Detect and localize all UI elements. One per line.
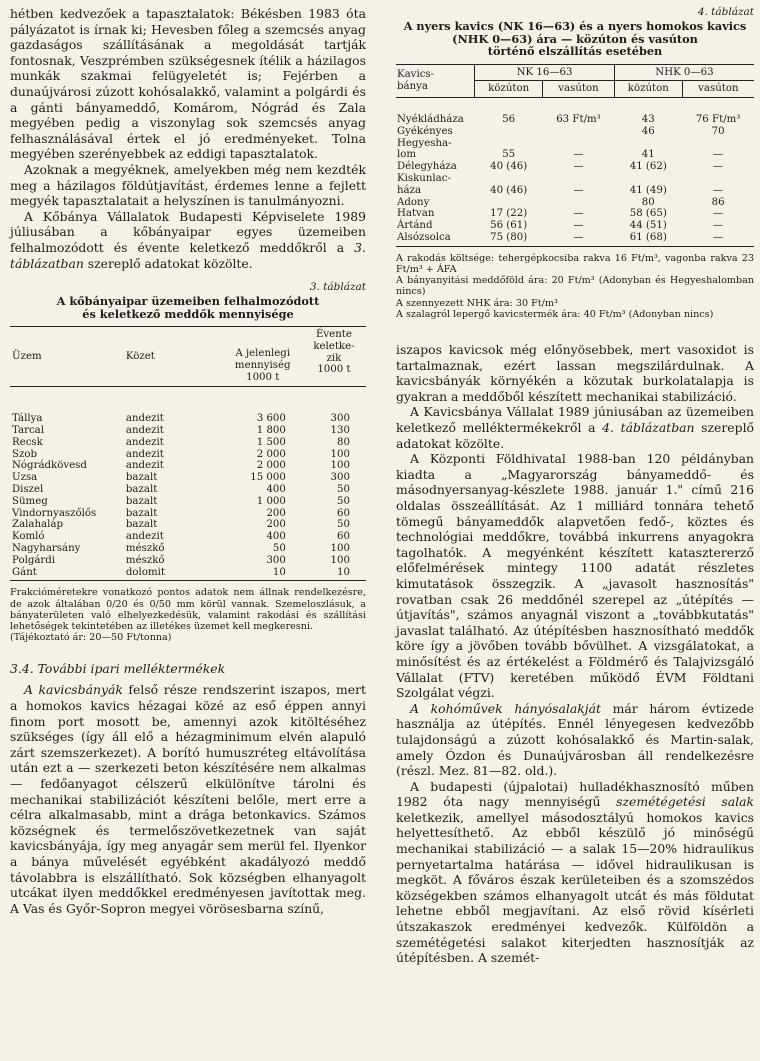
table-cell-nhk_v: —	[713, 220, 724, 232]
table-cell-kozet: andezit	[125, 448, 164, 460]
table-row	[10, 413, 366, 425]
table-cell-jelenlegi: 2 000	[256, 460, 286, 472]
table-cell-nhk_k: 46	[641, 125, 655, 137]
table-cell-nhk_v: 76 Ft/m³	[695, 114, 741, 126]
header-line: mennyiség	[234, 359, 291, 371]
text-run: szereplő adatokat közölte.	[83, 255, 253, 271]
table-cell-nk_v: —	[573, 149, 584, 161]
column-header: közúton	[614, 81, 682, 98]
table-cell-evente: 50	[337, 495, 350, 507]
table-cell-name: Alsózsolca	[397, 232, 451, 244]
column-header: Közet	[125, 350, 155, 362]
table-cell-nk_v	[543, 173, 615, 185]
table-title-line: (NHK 0—63) ára — közúton és vasúton	[452, 31, 698, 46]
table-note: (Tájékoztató ár: 20—50 Ft/tonna)	[10, 632, 172, 644]
table-cell-name: Nyékládháza	[397, 114, 464, 126]
table-note: A szalagról lepergő kavicstermék ára: 40 Ft/m³ (Adonyban nincs)	[396, 308, 714, 320]
table-cell-uzem: Diszel	[12, 484, 44, 496]
table-cell-nhk_k	[614, 138, 682, 150]
column-header: vasúton	[543, 81, 615, 98]
header-line: Évente	[315, 329, 352, 341]
table-cell-jelenlegi: 1 500	[256, 436, 286, 448]
table-cell-nhk_v: —	[713, 232, 724, 244]
table-cell-nk_k: 17 (22)	[490, 208, 528, 220]
table-row	[10, 543, 366, 555]
table-cell-name: háza	[397, 184, 422, 196]
table-cell-kozet: bazalt	[125, 484, 158, 496]
table-row	[10, 567, 366, 579]
table-cell-nhk_k: 41 (62)	[629, 161, 667, 173]
table-cell-evente: 130	[330, 425, 350, 437]
table-title-line: és keletkező meddők mennyisége	[82, 306, 294, 321]
table-cell-jelenlegi: 1 800	[256, 425, 286, 437]
table-cell-nk_k	[475, 197, 543, 209]
table-cell-evente: 100	[330, 460, 350, 472]
table-cell-name: Kiskunlac-	[397, 173, 451, 185]
table-cell-nk_v	[543, 197, 615, 209]
table-cell-nhk_v: —	[713, 184, 724, 196]
text-run: A Kőbánya Vállalatok Budapesti Képviselete 1989 júliusában a kőbányaipar egyes üzemeiben felhalmozódott és évente keletkező meddőkről a	[10, 208, 366, 255]
table-cell-nhk_k: 44 (51)	[629, 220, 667, 232]
table-cell-nk_k	[475, 126, 543, 138]
column-header	[396, 64, 475, 98]
table-cell-jelenlegi: 2 000	[256, 448, 286, 460]
table-cell-evente: 300	[330, 472, 350, 484]
table-cell-uzem: Uzsa	[12, 472, 38, 484]
table-notes	[10, 587, 366, 643]
table-cell-evente: 300	[330, 413, 350, 425]
table-cell-kozet: andezit	[125, 425, 164, 437]
table-cell-uzem: Gánt	[12, 566, 37, 578]
table-row	[10, 531, 366, 543]
table-cell-nhk_v: 86	[711, 196, 725, 208]
table-cell-nk_v	[543, 126, 615, 138]
table-cell-name: Hatvan	[397, 208, 435, 220]
paragraph: Azoknak a megyéknek, amelyekben még nem kezdték meg a házilagos földútjavítást, érdemes lenne a fejlett megyék tapasztalatait a helyszínen is tanulmányozni.	[10, 161, 366, 209]
table-cell-uzem: Szob	[12, 448, 38, 460]
table-4	[396, 6, 754, 320]
paragraph	[10, 682, 366, 916]
table-row	[10, 496, 366, 508]
table-cell-name: lom	[397, 149, 417, 161]
table-reference: 4. táblázatban	[602, 420, 695, 436]
table-cell-nhk_v: 70	[711, 125, 725, 137]
table-row	[396, 161, 754, 173]
table-cell-nk_k: 75 (80)	[490, 232, 528, 244]
table-row	[10, 555, 366, 567]
column-header	[224, 327, 302, 387]
table-row	[10, 425, 366, 437]
left-column	[10, 6, 366, 916]
table-note: A szennyezett NHK ára: 30 Ft/m³	[396, 297, 558, 309]
table-cell-uzem: Tarcal	[12, 425, 44, 437]
table-cell-kozet: bazalt	[125, 495, 158, 507]
table-cell-jelenlegi: 50	[272, 543, 286, 555]
table-cell-evente: 50	[337, 484, 350, 496]
text-run: szereplő adatokat közölte.	[396, 420, 754, 451]
table-note: Frakcióméretekre vonatkozó pontos adatok nem állnak rendelkezésre, de azok általában 0/20 és 0/50 mm körül vannak. Szemeloszlásuk, a bányaterületen való elhelyezkedésük, valamint rakodási és szállítási lehetőségek tekintetében az illetékes üzemet kell megkeresni.	[10, 587, 366, 633]
table-number: 3. táblázat	[309, 281, 366, 294]
text-run: A Kavicsbánya Vállalat 1989 júniusában az üzemeiben keletkező melléktermékekről a	[396, 404, 754, 436]
data-table	[396, 64, 754, 244]
data-table	[10, 326, 366, 578]
table-cell-nk_k: 56	[502, 114, 516, 126]
table-cell-uzem: Polgárdi	[12, 554, 56, 566]
table-cell-name: Adony	[397, 196, 430, 208]
table-row	[396, 173, 754, 185]
table-title-line: történő elszállítás esetében	[487, 44, 663, 58]
table-cell-nk_v: —	[573, 220, 584, 232]
paragraph	[396, 404, 754, 451]
table-cell-jelenlegi: 300	[266, 554, 286, 566]
table-cell-kozet: dolomit	[125, 566, 165, 578]
section-heading: 3.4. További ipari melléktermékek	[10, 661, 226, 677]
table-cell-nhk_v: —	[713, 149, 724, 161]
table-cell-uzem: Sümeg	[12, 495, 48, 507]
emphasis: szemétégetési salak	[616, 794, 754, 810]
table-cell-jelenlegi: 10	[272, 566, 286, 578]
paragraph: A Központi Földhivatal 1988-ban 120 példányban kiadta a „Magyarország bányameddő- és másodnyersanyag-készlete 1988. január 1." című 216 oldalas összeállítását. Az 1 milliárd tonnára tehető tömegű bányameddők alapvetően fedő-, köztes és technológiai meddőkre, továbbá inkurrens anyagokra tagolhatók. A megyénként készített katasztererző előfelmérések mintegy 1100 adatát részletes kimutatások összegzik. A „javasolt hasznosítás" rovatban csak 26 meddőnél szerepel az „útépítés — útjavítás", számos anyagnál viszont a „továbbkutatás" javaslat található. Az útépítésben hasznosítható meddők köre így a jövőben tovább bővülhet. A vizsgálatokat, a minősítést és az értékelést a Földmérő és Talajvizsgáló Vállalat (FTV) keretében működő ÉVM Földtani Szolgálat végzi.	[396, 451, 754, 701]
table-cell-nhk_k: 41 (49)	[629, 184, 667, 196]
table-cell-nk_v: —	[573, 161, 584, 173]
table-note: A rakodás költsége: tehergépkocsiba rakva 16 Ft/m³, vagonba rakva 23 Ft/m³ + ÁFA	[396, 252, 754, 276]
table-cell-jelenlegi: 3 600	[256, 413, 286, 425]
table-title	[396, 20, 754, 58]
table-cell-jelenlegi: 400	[266, 531, 286, 543]
table-row	[10, 519, 366, 531]
table-cell-nhk_k: 58 (65)	[629, 208, 667, 220]
header-line: 1000 t	[317, 364, 351, 376]
table-row	[396, 220, 754, 232]
column-header: Üzem	[12, 350, 42, 362]
header-line: Kavics-	[397, 69, 435, 80]
table-cell-kozet: andezit	[125, 413, 164, 425]
table-cell-nhk_k: 43	[641, 114, 655, 126]
table-cell-evente: 60	[337, 507, 350, 519]
table-cell-nhk_v: —	[713, 161, 724, 173]
table-cell-name: Hegyesha-	[397, 137, 452, 149]
table-title-line: A kőbányaipar üzemeiben felhalmozódott	[56, 294, 320, 309]
table-cell-kozet: bazalt	[125, 519, 158, 531]
table-cell-name: Délegyháza	[397, 161, 457, 173]
table-cell-name: Gyékényes	[397, 125, 453, 137]
table-cell-jelenlegi: 200	[266, 519, 286, 531]
table-cell-nhk_k: 61 (68)	[629, 232, 667, 244]
table-cell-kozet: mészkő	[125, 554, 165, 566]
table-row	[10, 472, 366, 484]
table-row	[396, 149, 754, 161]
table-row	[10, 508, 366, 520]
table-cell-jelenlegi: 15 000	[250, 472, 286, 484]
column-header: NK 16—63	[475, 64, 615, 81]
paragraph	[396, 779, 754, 966]
table-note: A bányanyitási meddőföld ára: 20 Ft/m³ (Adonyban és Hegyeshalomban nincs)	[396, 275, 754, 298]
table-row	[396, 185, 754, 197]
table-cell-evente: 100	[330, 554, 350, 566]
paragraph: iszapos kavicsok még előnyösebbek, mert vasoxidot is tartalmaznak, ezért lassan megszilárdulnak. A kavicsbányák környékén a közutak burkolatalapja is gyakran a meddőből készített mechanikai stabilizáció.	[396, 342, 754, 404]
column-header: NHK 0—63	[614, 64, 754, 81]
emphasis: A kavicsbányák	[24, 682, 123, 698]
table-cell-name: Ártánd	[397, 220, 433, 232]
table-cell-jelenlegi: 400	[266, 484, 286, 496]
table-row	[10, 484, 366, 496]
paragraph	[396, 701, 754, 779]
table-cell-uzem: Vindornyaszőlős	[12, 507, 97, 519]
table-cell-uzem: Zalahaláp	[12, 519, 63, 531]
table-cell-nk_k	[475, 173, 543, 185]
paragraph	[10, 209, 366, 271]
table-title	[10, 295, 366, 320]
column-header	[302, 327, 366, 387]
table-cell-uzem: Nagyharsány	[12, 543, 81, 555]
table-cell-nk_k: 40 (46)	[490, 184, 528, 196]
table-notes	[396, 253, 754, 320]
text-run: keletkezik, amellyel másodosztályú homokos kavics helyettesíthető. Az ebből készülő jó minőségű mechanikai stabilizáció — a salak 15—20% hidraulikus pernyetartalma határása — idővel hidraulikusan is megköt. A főváros észak kerületeiben és a szomszédos községekben számos elhanyagolt utcát és más földutat lehetne ebből megjavítani. Az első rövid kísérleti útszakaszok eredményei kedvezők. Külföldön a szemétégetési salakot kiterjedten hasznosítják az útépítésben. A szemét-	[396, 809, 754, 966]
table-cell-evente: 100	[330, 448, 350, 460]
table-cell-jelenlegi: 1 000	[256, 495, 286, 507]
table-cell-nhk_v	[682, 173, 754, 185]
table-cell-evente: 80	[337, 436, 350, 448]
table-row	[396, 197, 754, 209]
table-row	[10, 437, 366, 449]
table-cell-nk_v: —	[573, 208, 584, 220]
table-cell-evente: 60	[337, 531, 350, 543]
table-reference: 3. táblázatban	[10, 239, 366, 271]
table-row	[396, 232, 754, 244]
text-run: felső része rendszerint iszapos, mert a homokos kavics hézagai közé az eső éppen annyi finom port mosott be, amennyi azok kitöltéséhez szükséges (így áll elő a hézagminimum elvén alapuló zárt szemszerkezet). A borító humuszréteg eltávolítása után ezt a — szerkezeti beton készítésére nem alkalmas — fedőanyagot célszerű elkülönítve tárolni és mechanikai stabilizációt készíteni belőle, mert erre a célra alkalmasabb, mint a drága betonkavics. Számos községnek és termelőszövetkezetnek van saját kavicsbányája, így meg anyagár sem merül fel. Ilyenkor a bánya művelését egyébként akadályozó meddő távolabbra is elszállítható. Sok községben elhanyagolt utcákat ilyen meddőkkel eredményesen javítottak meg. A Vas és Győr-Sopron megyei vörösesbarna színű,	[10, 682, 366, 916]
header-line: A jelenlegi	[235, 347, 291, 359]
table-cell-uzem: Nógrádkövesd	[12, 460, 87, 472]
table-row	[396, 114, 754, 126]
table-row	[396, 126, 754, 138]
table-cell-nhk_v: —	[713, 208, 724, 220]
table-cell-nk_v: —	[573, 232, 584, 244]
table-cell-nk_v: —	[573, 184, 584, 196]
table-row	[396, 138, 754, 150]
table-row	[10, 449, 366, 461]
header-line: keletke-	[313, 340, 355, 352]
header-line: bánya	[397, 80, 428, 92]
table-cell-nk_k	[475, 138, 543, 150]
text-run: A budapesti (újpalotai) hulladékhasznosító műben 1982 óta nagy mennyiségű	[396, 778, 754, 810]
table-cell-kozet: bazalt	[125, 507, 158, 519]
table-cell-nhk_v	[682, 138, 754, 150]
paragraph: hétben kedvezőek a tapasztalatok: Békésben 1983 óta pályázatot is írnak ki; Hevesben főleg a szemcsés anyag gazdaságos szállításának a megoldását tartják fontosnak, Veszprémben szükségesnek ítélik a házilagos munkák szakmai felügyeletét is; Fejérben a dunaújvárosi zúzott kohósalakkő, valamint a polgárdi és a gánti bányameddő, Komárom, Nógrád és Zala megyében pedig a viszonylag sok szemcsés anyag felhasználásával értek el jó eredményeket. Tolna megyében szerényebbek az eddigi tapasztalatok.	[10, 6, 366, 162]
table-cell-nk_k: 56 (61)	[490, 220, 528, 232]
table-cell-kozet: andezit	[125, 531, 164, 543]
table-cell-evente: 50	[337, 519, 350, 531]
table-cell-nhk_k: 80	[641, 196, 655, 208]
right-column	[396, 6, 754, 966]
table-cell-uzem: Komló	[12, 531, 45, 543]
table-cell-uzem: Tállya	[12, 413, 43, 425]
table-cell-kozet: bazalt	[125, 472, 158, 484]
table-3	[10, 281, 366, 643]
table-cell-kozet: andezit	[125, 460, 164, 472]
table-cell-nhk_k: 41	[641, 149, 655, 161]
table-cell-nk_v: 63 Ft/m³	[556, 114, 601, 126]
table-number: 4. táblázat	[697, 6, 754, 18]
table-cell-evente: 10	[337, 566, 350, 578]
table-cell-jelenlegi: 200	[266, 507, 286, 519]
table-row	[10, 460, 366, 472]
table-title-line: A nyers kavics (NK 16—63) és a nyers homokos kavics	[403, 19, 747, 33]
table-cell-nk_v	[543, 138, 615, 150]
table-cell-nk_k: 40 (46)	[490, 161, 528, 173]
table-cell-kozet: mészkő	[125, 543, 165, 555]
table-cell-uzem: Recsk	[12, 436, 43, 448]
table-cell-nhk_k	[614, 173, 682, 185]
emphasis: A kohóművek hányósalakját	[410, 700, 601, 716]
header-line: 1000 t	[246, 371, 280, 383]
header-line: zik	[326, 352, 342, 364]
table-row	[396, 208, 754, 220]
table-cell-evente: 100	[330, 543, 350, 555]
table-cell-kozet: andezit	[125, 436, 164, 448]
column-header: közúton	[475, 81, 543, 98]
table-cell-nk_k: 55	[502, 149, 516, 161]
column-header: vasúton	[682, 81, 754, 98]
text-run: már három évtizede használja az útépítés. Ennél lényegesen kedvezőbb tulajdonságú a zúzott kohósalakkő és Martin-salak, amely Ózdon és Dunaújvárosban áll rendelkezésre (részl. Mez. 81—82. old.).	[396, 700, 754, 779]
